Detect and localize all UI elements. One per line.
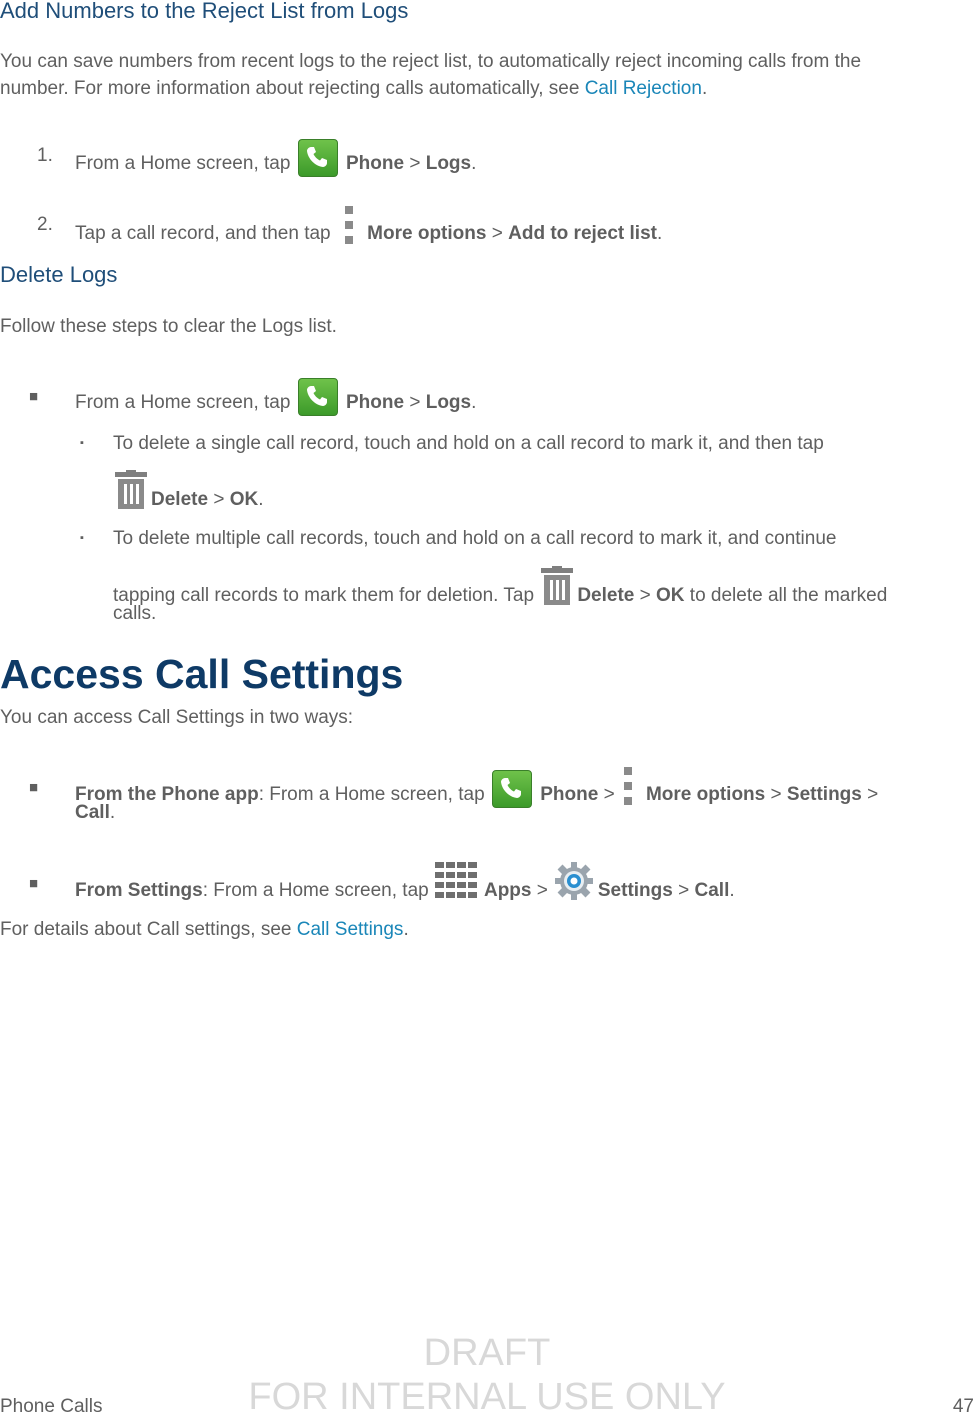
call-rejection-link[interactable]: Call Rejection: [584, 78, 702, 99]
heading-delete-logs: Delete Logs: [0, 262, 118, 287]
delete-label: Delete: [151, 489, 209, 511]
call-label: Call: [694, 880, 730, 902]
sub-step-2-line-3: calls.: [113, 603, 157, 624]
trash-icon: [539, 566, 575, 606]
watermark-internal: FOR INTERNAL USE ONLY: [248, 1376, 726, 1418]
footer-section: Phone Calls: [0, 1396, 103, 1417]
sub-step-2-line-1: To delete multiple call records, touch and hold on a call record to mark it, and continue: [113, 528, 837, 549]
sub-step-1-line-2: [113, 480, 263, 520]
sub-step-1-line-1: To delete a single call record, touch and hold on a call record to mark it, and then tap: [113, 433, 824, 454]
step-1-text: From a Home screen, tap: [75, 153, 296, 175]
more-options-label: More options: [367, 223, 487, 245]
delete-step-text: From a Home screen, tap: [75, 392, 296, 414]
trash-icon: [113, 470, 149, 510]
more-options-icon: [342, 206, 356, 246]
details-line: [0, 919, 409, 941]
separator: >: [409, 392, 421, 414]
sub-step-2-text-end: to delete all the marked: [684, 585, 888, 607]
phone-label: Phone: [540, 784, 599, 806]
step-2: [75, 214, 662, 254]
from-settings-text: : From a Home screen, tap: [202, 880, 434, 902]
separator: >: [536, 880, 548, 902]
separator: >: [639, 585, 651, 607]
bullet: ■: [29, 875, 39, 892]
sub-step-2-line-2: [113, 576, 887, 616]
phone-icon: [492, 770, 532, 808]
step-2-text: Tap a call record, and then tap: [75, 223, 336, 245]
settings-label: Settings: [786, 784, 862, 806]
heading-add-numbers: Add Numbers to the Reject List from Logs: [0, 0, 409, 23]
separator: >: [867, 784, 879, 806]
separator: >: [491, 223, 503, 245]
call-settings-link[interactable]: Call Settings: [296, 919, 404, 940]
logs-label: Logs: [425, 392, 472, 414]
footer-page-number: 47: [952, 1396, 974, 1417]
add-to-reject-list-label: Add to reject list: [508, 223, 657, 245]
separator: >: [770, 784, 782, 806]
separator: >: [603, 784, 615, 806]
apps-label: Apps: [483, 880, 532, 902]
details-text: For details about Call settings, see: [0, 919, 297, 940]
settings-label: Settings: [597, 880, 673, 902]
separator: >: [213, 489, 225, 511]
separator: >: [678, 880, 690, 902]
apps-grid-icon: [434, 861, 480, 901]
step-1: [75, 145, 476, 183]
period: .: [471, 392, 477, 414]
phone-icon: [298, 378, 338, 416]
intro-line-2: [0, 75, 707, 102]
phone-icon: [298, 139, 338, 177]
from-phone-app-line-2: [75, 802, 115, 824]
phone-label: Phone: [345, 153, 405, 175]
step-1-number: 1.: [37, 145, 53, 166]
from-phone-app-text: : From a Home screen, tap: [258, 784, 490, 806]
period: .: [471, 153, 477, 175]
sub-bullet: ▪: [80, 437, 84, 449]
watermark-draft: DRAFT: [423, 1332, 551, 1374]
from-phone-app-line-1: [75, 775, 878, 815]
delete-label: Delete: [577, 585, 635, 607]
more-options-icon: [621, 767, 635, 807]
period: .: [258, 489, 264, 511]
period: .: [701, 78, 708, 99]
separator: >: [409, 153, 421, 175]
from-phone-app-label: From the Phone app: [75, 784, 259, 806]
delete-step: [75, 384, 476, 422]
from-settings-label: From Settings: [75, 880, 203, 902]
sub-bullet: ▪: [80, 532, 84, 544]
step-2-number: 2.: [37, 214, 53, 235]
intro-line-1: You can save numbers from recent logs to the reject list, to automatically reject incoming calls from the: [0, 51, 862, 72]
access-intro: You can access Call Settings in two ways:: [0, 707, 354, 728]
ok-label: OK: [229, 489, 259, 511]
settings-gear-icon: [554, 861, 594, 901]
period: .: [109, 802, 116, 823]
delete-logs-intro: Follow these steps to clear the Logs list.: [0, 316, 337, 337]
bullet: ■: [29, 779, 39, 796]
phone-label: Phone: [345, 392, 405, 414]
ok-label: OK: [656, 585, 685, 607]
period: .: [403, 919, 409, 940]
from-settings-line: [75, 871, 735, 911]
logs-label: Logs: [425, 153, 472, 175]
more-options-label: More options: [645, 784, 766, 806]
period: .: [729, 880, 735, 902]
sub-step-2-text: tapping call records to mark them for deletion. Tap: [113, 585, 540, 607]
call-label: Call: [75, 802, 110, 823]
intro-text: number. For more information about rejecting calls automatically, see: [0, 78, 585, 99]
bullet: ■: [29, 388, 39, 405]
heading-access-call-settings: Access Call Settings: [0, 651, 404, 697]
period: .: [656, 223, 663, 245]
